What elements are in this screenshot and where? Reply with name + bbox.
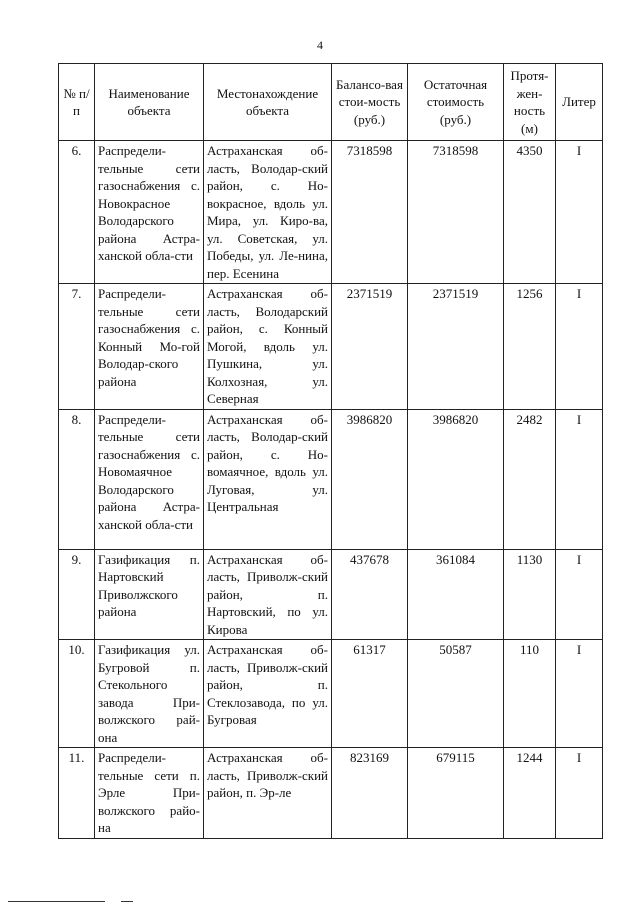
row-balance: 3986820 — [332, 409, 408, 549]
row-balance: 7318598 — [332, 141, 408, 284]
row-letter: I — [556, 141, 603, 284]
header-name: Наименование объекта — [95, 64, 204, 141]
header-length: Протя-жен-ность (м) — [504, 64, 556, 141]
row-name: Распредели-тельные сети газоснабжения с. Конный Мо-гой Володар-ского района — [95, 284, 204, 410]
row-location: Астраханская об-ласть, Приволж-ский район, п. Эр-ле — [204, 748, 332, 839]
table-row — [59, 409, 603, 549]
table-row — [59, 141, 603, 284]
row-location: Астраханская об-ласть, Приволж-ский район, п. Стеклозавода, по ул. Бугровая — [204, 640, 332, 748]
row-letter: I — [556, 748, 603, 839]
row-length: 1130 — [504, 549, 556, 640]
header-location: Местонахождение объекта — [204, 64, 332, 141]
row-balance: 823169 — [332, 748, 408, 839]
header-num: № п/п — [59, 64, 95, 141]
table-row — [59, 640, 603, 748]
row-letter: I — [556, 284, 603, 410]
row-name: Распредели-тельные сети газоснабжения с. Новомаячное Володарского района Астра-ханской обла-сти — [95, 409, 204, 549]
row-balance: 61317 — [332, 640, 408, 748]
row-length: 110 — [504, 640, 556, 748]
row-location: Астраханская об-ласть, Володар-ский район, с. Но-вомаячное, вдоль ул. Луговая, ул. Центральная — [204, 409, 332, 549]
row-length: 1244 — [504, 748, 556, 839]
row-residual: 7318598 — [408, 141, 504, 284]
row-name: Газификация п. Нартовский Приволжского района — [95, 549, 204, 640]
row-num: 10. — [59, 640, 95, 748]
header-balance: Балансо-вая стои-мость (руб.) — [332, 64, 408, 141]
table-row — [59, 748, 603, 839]
footnote-dash — [121, 901, 133, 902]
footnote-rule — [8, 901, 105, 902]
row-location: Астраханская об-ласть, Приволж-ский район, п. Нартовский, по ул. Кирова — [204, 549, 332, 640]
row-residual: 361084 — [408, 549, 504, 640]
row-letter: I — [556, 640, 603, 748]
row-length: 4350 — [504, 141, 556, 284]
row-name: Газификация ул. Бугровой п. Стекольного завода При-волжского рай-она — [95, 640, 204, 748]
property-table — [58, 63, 603, 839]
row-name: Распредели-тельные сети газоснабжения с. Новокрасное Володарского района Астра-ханской обла-сти — [95, 141, 204, 284]
row-location: Астраханская об-ласть, Володар-ский район, с. Но-вокрасное, вдоль ул. Мира, ул. Киро-ва, ул. Советская, ул. Победы, ул. Ле-нина, пер. Есенина — [204, 141, 332, 284]
header-letter: Литер — [556, 64, 603, 141]
row-num: 8. — [59, 409, 95, 549]
row-length: 2482 — [504, 409, 556, 549]
row-balance: 437678 — [332, 549, 408, 640]
row-num: 7. — [59, 284, 95, 410]
header-row — [59, 64, 603, 141]
table-row — [59, 549, 603, 640]
row-balance: 2371519 — [332, 284, 408, 410]
row-residual: 679115 — [408, 748, 504, 839]
row-residual: 2371519 — [408, 284, 504, 410]
table-row — [59, 284, 603, 410]
row-num: 9. — [59, 549, 95, 640]
row-letter: I — [556, 549, 603, 640]
row-name: Распредели-тельные сети п. Эрле При-волжского райо-на — [95, 748, 204, 839]
row-residual: 3986820 — [408, 409, 504, 549]
row-length: 1256 — [504, 284, 556, 410]
header-residual: Остаточная стоимость (руб.) — [408, 64, 504, 141]
row-location: Астраханская об-ласть, Володарский район, с. Конный Могой, вдоль ул. Пушкина, ул. Колхозная, ул. Северная — [204, 284, 332, 410]
page-number: 4 — [317, 38, 323, 52]
row-num: 6. — [59, 141, 95, 284]
row-letter: I — [556, 409, 603, 549]
row-residual: 50587 — [408, 640, 504, 748]
row-num: 11. — [59, 748, 95, 839]
